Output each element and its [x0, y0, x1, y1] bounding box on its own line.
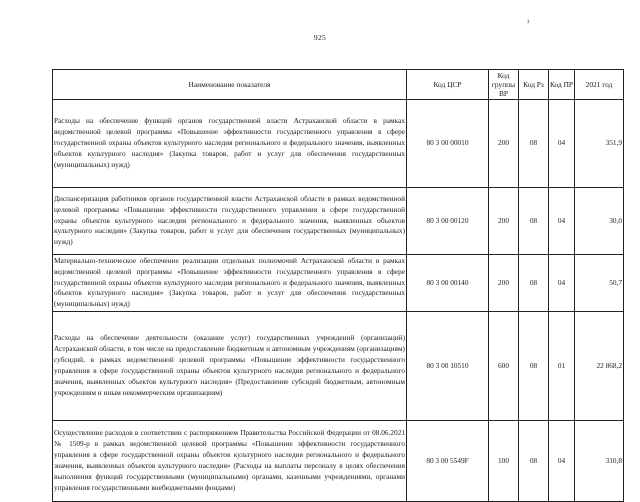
row-amount: 351,9 — [575, 100, 624, 188]
row-csr-code: 80 3 00 00010 — [407, 100, 489, 188]
row-rz-code: 08 — [519, 188, 549, 255]
table-row — [53, 100, 624, 188]
header-name: Наименование показателя — [53, 70, 407, 100]
budget-table — [52, 69, 624, 502]
header-rz-code: Код Рз — [519, 70, 549, 100]
row-vr-code: 100 — [489, 421, 519, 502]
header-csr-code: Код ЦСР — [407, 70, 489, 100]
row-rz-code: 08 — [519, 255, 549, 312]
row-name: Материально-техническое обеспечение реализации отдельных полномочий Астраханской области в рамках ведомственной целевой программы «Повышение эффективности государственного управления в сфере государственной охраны объектов культурного наследия регионального и федерального значения, выявленных объектов культурного наследия» (Закупка товаров, работ и услуг для обеспечения государственных (муниципальных) нужд) — [53, 255, 407, 312]
header-year: 2021 год — [575, 70, 624, 100]
row-amount: 50,7 — [575, 255, 624, 312]
row-name: Осуществление расходов в соответствии с распоряжением Правительства Российской Федерации от 08.06.2021 № 1509-р в рамках ведомственной целевой программы «Повышение эффективности государственного управления в сфере государственной охраны объектов культурного наследия регионального и федерального значения, выявленных объектов культурного наследия» (Расходы на выплаты персоналу в целях обеспечения выполнения функций государственными (муниципальными) органами, казенными учреждениями, органами управления государственными внебюджетными фондами) — [53, 421, 407, 502]
row-amount: 30,0 — [575, 188, 624, 255]
header-group-code: Код группы ВР — [489, 70, 519, 100]
header-pr-code: Код ПР — [549, 70, 575, 100]
page-number: 925 — [313, 33, 327, 42]
row-csr-code: 80 3 00 00120 — [407, 188, 489, 255]
row-pr-code: 04 — [549, 188, 575, 255]
corner-mark: ¹ — [527, 18, 530, 27]
row-csr-code: 80 3 00 5549F — [407, 421, 489, 502]
row-name: Диспансеризация работников органов государственной власти Астраханской области в рамках ведомственной целевой программы «Повышение эффективности государственного управления в сфере государственной охраны объектов культурного наследия регионального и федерального значения, выявленных объектов культурного наследия» (Закупка товаров, работ и услуг для обеспечения государственных (муниципальных) нужд) — [53, 188, 407, 255]
row-rz-code: 08 — [519, 421, 549, 502]
row-vr-code: 200 — [489, 255, 519, 312]
row-csr-code: 80 3 00 10510 — [407, 312, 489, 421]
row-vr-code: 600 — [489, 312, 519, 421]
row-amount: 22 868,2 — [575, 312, 624, 421]
row-vr-code: 200 — [489, 100, 519, 188]
row-pr-code: 04 — [549, 421, 575, 502]
row-pr-code: 01 — [549, 312, 575, 421]
row-rz-code: 08 — [519, 100, 549, 188]
row-name: Расходы на обеспечение функций органов государственной власти Астраханской области в рамках ведомственной целевой программы «Повышение эффективности государственного управления в сфере государственной охраны объектов культурного наследия регионального и федерального значения, выявленных объектов культурного наследия» (Закупка товаров, работ и услуг для обеспечения государственных (муниципальных) нужд) — [53, 100, 407, 188]
table-header-row — [53, 70, 624, 100]
row-rz-code: 08 — [519, 312, 549, 421]
table-row — [53, 421, 624, 502]
table-row — [53, 188, 624, 255]
row-vr-code: 200 — [489, 188, 519, 255]
table-row — [53, 312, 624, 421]
row-pr-code: 04 — [549, 100, 575, 188]
row-name: Расходы на обеспечение деятельности (оказание услуг) государственных учреждений (организаций) Астраханской области, в том числе на предоставление бюджетным и автономным учреждениям (организациям) субсидий, в рамках ведомственной целевой программы «Повышение эффективности государственного управления в сфере государственной охраны объектов культурного наследия регионального и федерального значения, выявленных объектов культурного наследия» (Предоставление субсидий бюджетным, автономным учреждениям и иным некоммерческим организациям) — [53, 312, 407, 421]
table-row — [53, 255, 624, 312]
row-amount: 310,8 — [575, 421, 624, 502]
row-pr-code: 04 — [549, 255, 575, 312]
row-csr-code: 80 3 00 00140 — [407, 255, 489, 312]
